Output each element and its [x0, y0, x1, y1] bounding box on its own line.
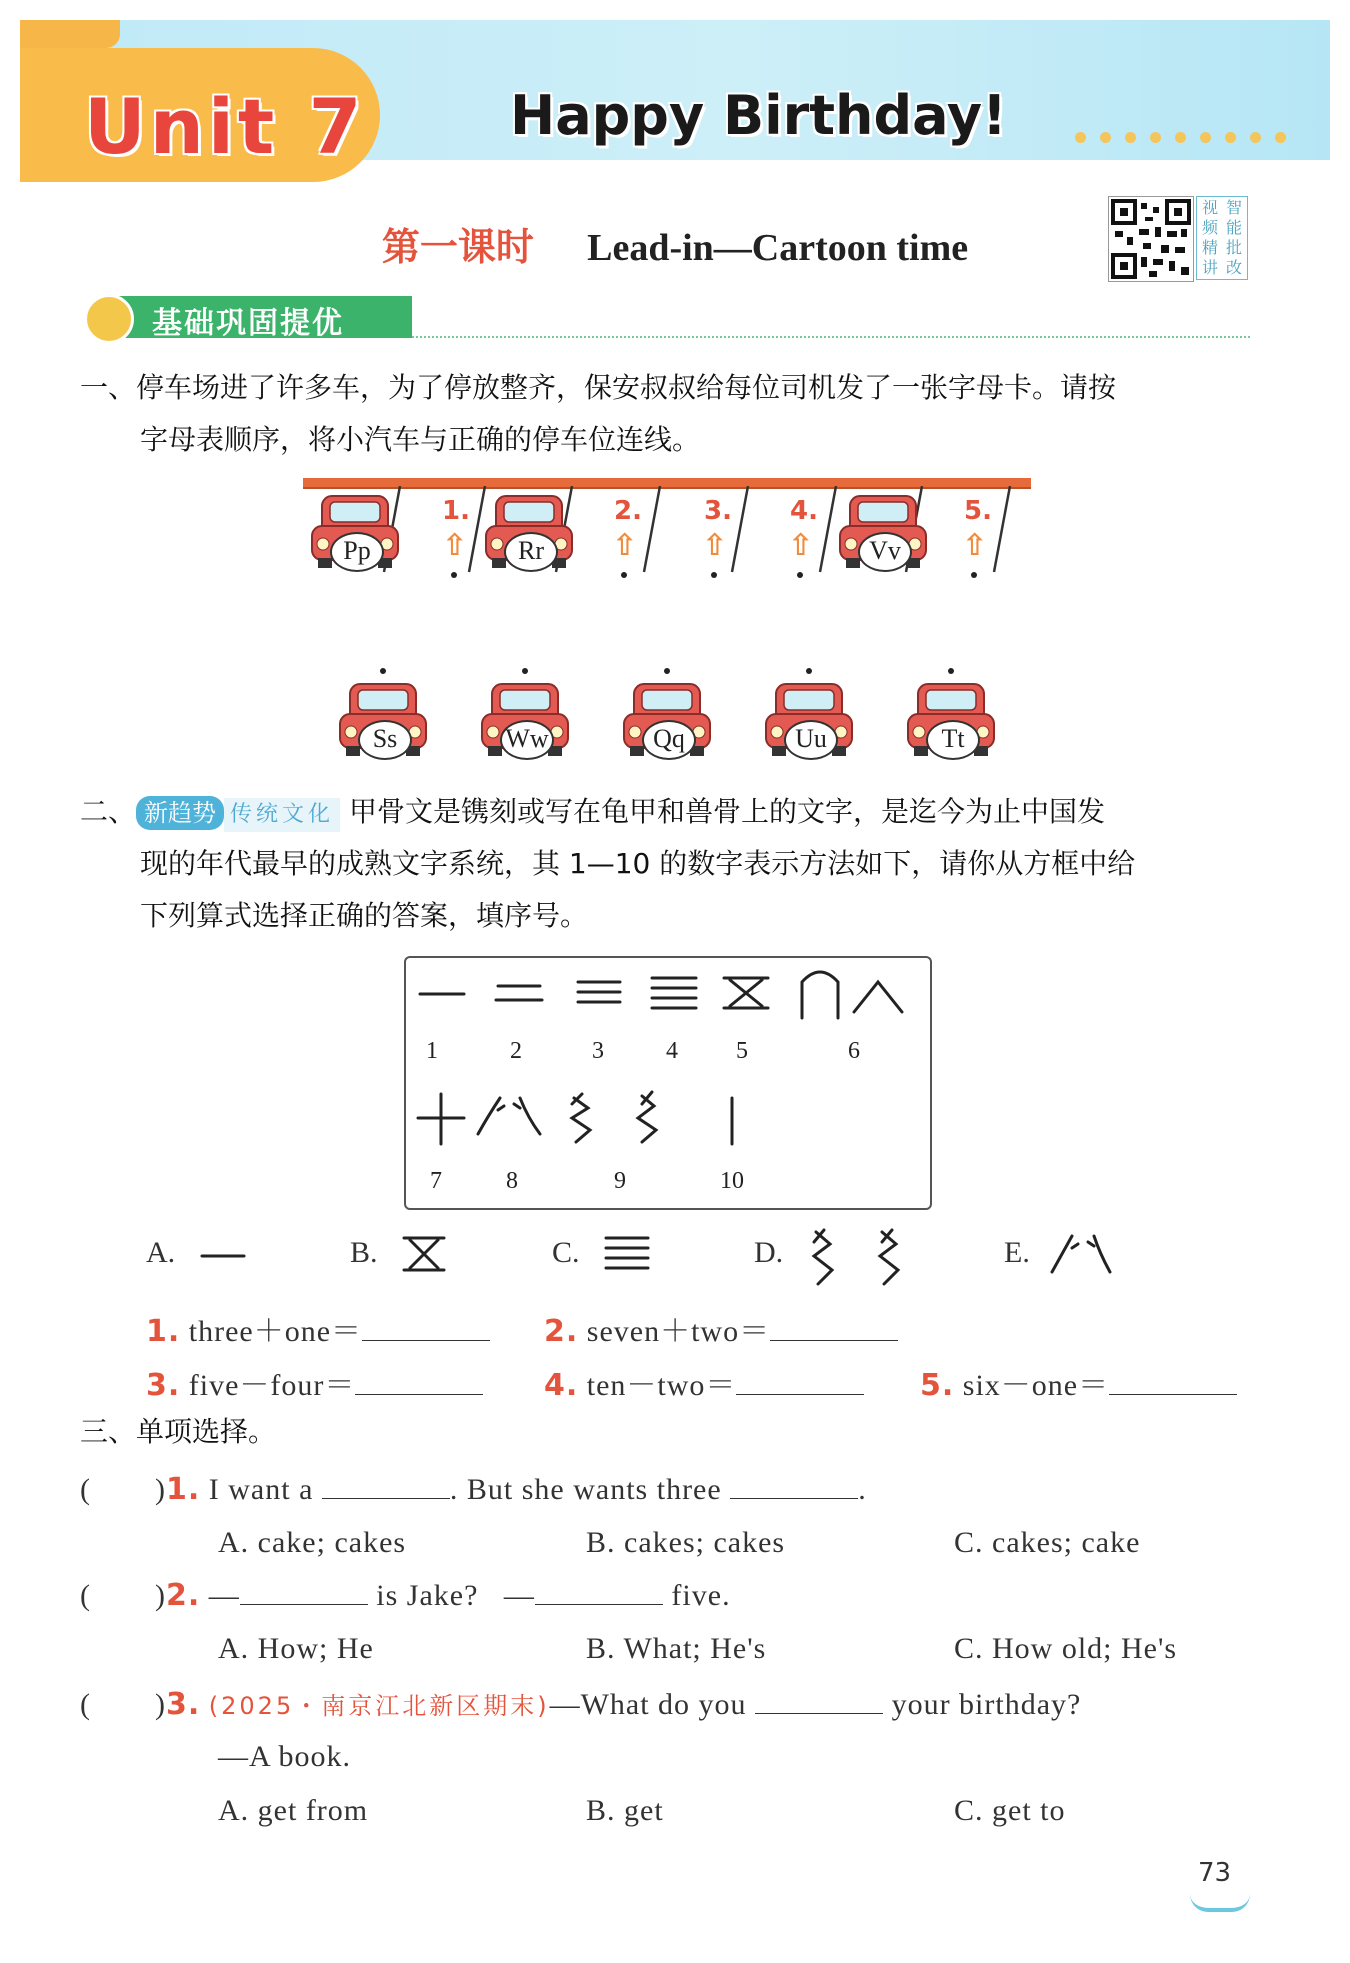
option-b-label: B.: [350, 1236, 378, 1269]
oracle-number-label: 9: [614, 1168, 626, 1194]
option-e-label: E.: [1004, 1236, 1030, 1269]
car-uu[interactable]: [762, 680, 856, 760]
oracle-number-label: 2: [510, 1038, 522, 1064]
oracle-number-label: 5: [736, 1038, 748, 1064]
slot-dot-5[interactable]: [971, 572, 977, 578]
q3-2-option-b[interactable]: B. What; He's: [586, 1632, 767, 1665]
car-label: Ww: [500, 720, 554, 760]
answer-blank[interactable]: [535, 1578, 663, 1605]
car-dot-ss[interactable]: [380, 668, 386, 674]
q3-3-option-b[interactable]: B. get: [586, 1794, 664, 1827]
q2-item-2: 2. seven＋two＝: [544, 1306, 898, 1350]
q3-3-option-a[interactable]: A. get from: [218, 1794, 369, 1827]
qr-code-icon[interactable]: [1108, 196, 1194, 282]
oracle-number-label: 10: [720, 1168, 744, 1194]
question-source: (2025・南京江北新区期末): [208, 1692, 550, 1720]
oracle-number-label: 8: [506, 1168, 518, 1194]
slot-dot-1[interactable]: [451, 572, 457, 578]
parked-car-label: Pp: [330, 532, 384, 572]
up-arrow-icon: ⇧: [962, 528, 988, 563]
answer-blank[interactable]: [730, 1472, 858, 1499]
option-c-label: C.: [552, 1236, 580, 1269]
q3-item-3: ( )3. (2025・南京江北新区期末)—What do you your birthday?: [80, 1687, 1082, 1722]
q3-item-2: ( )2. — is Jake? — five.: [80, 1578, 731, 1613]
up-arrow-icon: ⇧: [702, 528, 728, 563]
oracle-bone-numbers-box: [404, 956, 932, 1210]
unit-heading: Happy Birthday!: [510, 84, 1007, 147]
q1-instruction-line1: 一、停车场进了许多车，为了停放整齐，保安叔叔给每位司机发了一张字母卡。请按: [80, 371, 1117, 404]
answer-blank[interactable]: [1109, 1368, 1237, 1395]
q2-instruction-line3: 下列算式选择正确的答案，填序号。: [140, 899, 589, 932]
answer-blank[interactable]: [240, 1578, 368, 1605]
up-arrow-icon: ⇧: [612, 528, 638, 563]
header-stripe: [20, 20, 120, 48]
up-arrow-icon: ⇧: [442, 528, 468, 563]
q2-item-1: 1. three＋one＝: [146, 1306, 490, 1350]
slot-dot-2[interactable]: [621, 572, 627, 578]
option-d-label: D.: [754, 1236, 784, 1269]
parked-car-vv: [836, 492, 930, 572]
parked-car-rr: [482, 492, 576, 572]
oracle-number-label: 6: [848, 1038, 860, 1064]
oracle-number-label: 1: [426, 1038, 438, 1064]
parked-car-pp: [308, 492, 402, 572]
q1-instruction-line2: 字母表顺序，将小汽车与正确的停车位连线。: [140, 423, 701, 456]
q2-item-4: 4. ten－two＝: [544, 1360, 864, 1404]
q3-2-option-a[interactable]: A. How; He: [218, 1632, 374, 1665]
car-label: Qq: [642, 720, 696, 760]
car-qq[interactable]: [620, 680, 714, 760]
q2-prefix: 二、: [80, 795, 137, 828]
answer-blank[interactable]: [355, 1368, 483, 1395]
car-dot-ww[interactable]: [522, 668, 528, 674]
oracle-glyphs: [406, 958, 930, 1208]
q2-item-3: 3. five－four＝: [146, 1360, 483, 1404]
car-dot-qq[interactable]: [664, 668, 670, 674]
parked-car-label: Rr: [504, 532, 558, 572]
car-dot-tt[interactable]: [948, 668, 954, 674]
car-label: Uu: [784, 720, 838, 760]
answer-blank[interactable]: [736, 1368, 864, 1395]
q3-3-option-c[interactable]: C. get to: [954, 1794, 1066, 1827]
trend-badge: 新趋势: [136, 796, 224, 830]
oracle-number-label: 4: [666, 1038, 678, 1064]
section-banner-text: 基础巩固提优: [152, 306, 344, 341]
up-arrow-icon: ⇧: [788, 528, 814, 563]
answer-blank[interactable]: [362, 1314, 490, 1341]
q2-line1-text: 甲骨文是镌刻或写在龟甲和兽骨上的文字，是迄今为止中国发: [348, 795, 1105, 828]
answer-blank[interactable]: [755, 1687, 883, 1714]
q3-1-option-b[interactable]: B. cakes; cakes: [586, 1526, 786, 1559]
q3-item-1: ( )1. I want a . But she wants three .: [80, 1472, 867, 1507]
oracle-number-label: 7: [430, 1168, 442, 1194]
page-number-swoosh: [1190, 1894, 1250, 1912]
lightbulb-icon: [84, 294, 134, 344]
option-glyphs: [196, 1226, 1116, 1292]
car-tt[interactable]: [904, 680, 998, 760]
parked-car-label: Vv: [858, 532, 912, 572]
slot-number-1: 1.: [442, 496, 470, 526]
qr-labels: 视 智 频 能 精 批 讲 改: [1196, 196, 1248, 280]
option-a-label: A.: [146, 1236, 176, 1269]
lesson-cn: 第一课时: [381, 224, 534, 269]
q2-item-5: 5. six－one＝: [920, 1360, 1237, 1404]
slot-number-4: 4.: [790, 496, 818, 526]
car-ss[interactable]: [336, 680, 430, 760]
slot-dot-4[interactable]: [797, 572, 803, 578]
slot-number-3: 3.: [704, 496, 732, 526]
q3-2-option-c[interactable]: C. How old; He's: [954, 1632, 1178, 1665]
car-ww[interactable]: [478, 680, 572, 760]
slot-number-5: 5.: [964, 496, 992, 526]
car-label: Tt: [926, 720, 980, 760]
lesson-en: Lead-in—Cartoon time: [587, 227, 969, 269]
car-dot-uu[interactable]: [806, 668, 812, 674]
unit-title: Unit 7: [84, 82, 366, 171]
culture-badge: 传统文化: [224, 798, 340, 832]
decor-dots: [1075, 128, 1305, 142]
q3-1-option-a[interactable]: A. cake; cakes: [218, 1526, 407, 1559]
answer-blank[interactable]: [770, 1314, 898, 1341]
oracle-number-label: 3: [592, 1038, 604, 1064]
page-number: 73: [1198, 1858, 1232, 1888]
q2-instruction-line1: [80, 786, 1105, 838]
slot-number-2: 2.: [614, 496, 642, 526]
q3-title: 三、单项选择。: [80, 1415, 277, 1448]
section-divider: [412, 336, 1250, 338]
q3-1-option-c[interactable]: C. cakes; cake: [954, 1526, 1141, 1559]
q3-3-answer-line: —A book.: [218, 1740, 352, 1773]
car-label: Ss: [358, 720, 412, 760]
answer-blank[interactable]: [322, 1472, 450, 1499]
q2-instruction-line2: 现的年代最早的成熟文字系统，其 1—10 的数字表示方法如下，请你从方框中给: [140, 847, 1136, 880]
slot-dot-3[interactable]: [711, 572, 717, 578]
